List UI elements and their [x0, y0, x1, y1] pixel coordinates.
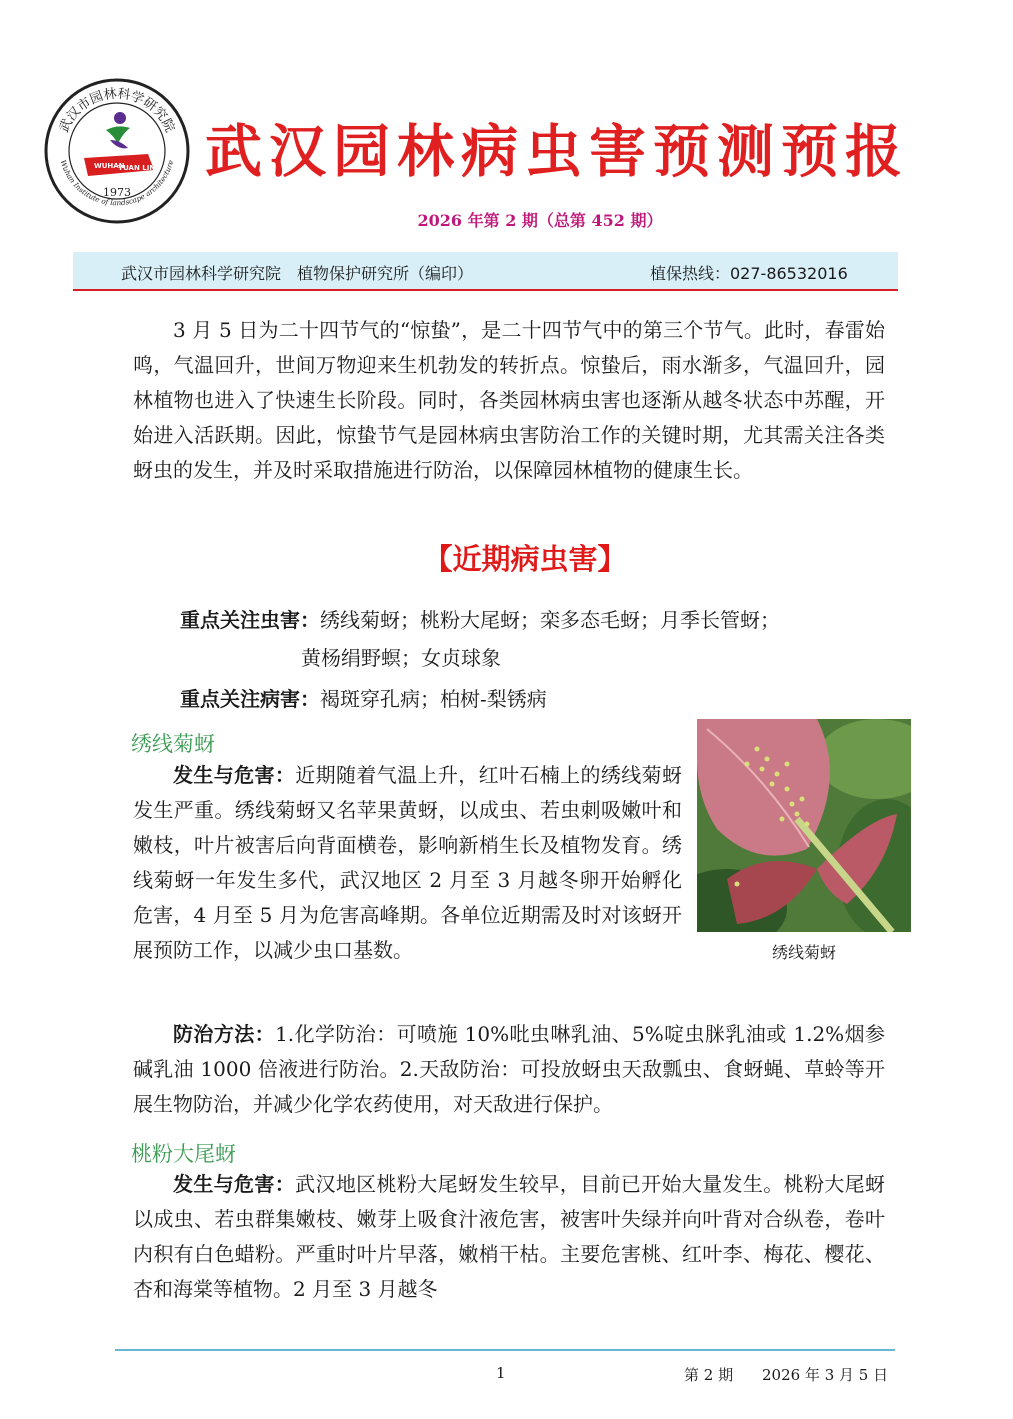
pest1-occurrence [133, 758, 682, 968]
footer-divider [115, 1349, 895, 1351]
pest1-heading: 绣线菊蚜 [131, 732, 215, 756]
hotline: 植保热线：027-86532016 [650, 264, 848, 283]
pest1-control [133, 1017, 885, 1122]
focus-diseases-list: 褐斑穿孔病；柏树-梨锈病 [320, 687, 547, 711]
logo-banner-text-2: YUAN LIN [118, 164, 156, 172]
logo-banner-text-1: WUHAN [94, 162, 125, 170]
focus-pests-line1: 绣线菊蚜；桃粉大尾蚜；栾多态毛蚜；月季长管蚜； [320, 608, 780, 632]
aphid-photo [697, 719, 911, 932]
focus-diseases [180, 682, 547, 717]
institute-logo [44, 78, 190, 224]
photo-caption: 绣线菊蚜 [771, 943, 836, 962]
masthead-title: 武汉园林病虫害预测预报 [205, 118, 909, 185]
pest2-occurrence-text: 武汉地区桃粉大尾蚜发生较早，目前已开始大量发生。桃粉大尾蚜以成虫、若虫群集嫩枝、嫩芽上吸食汁液危害，被害叶失绿并向叶背对合纵卷，卷叶内积有白色蜡粉。严重时叶片早落，嫩梢干枯。主要危害桃、红叶李、梅花、樱花、杏和海棠等植物。2 月至 3 月越冬 [133, 1172, 886, 1301]
pest2-occurrence-label: 发生与危害： [173, 1172, 296, 1196]
publisher-bar [73, 252, 898, 291]
pest1-occurrence-text: 近期随着气温上升，红叶石楠上的绣线菊蚜发生严重。绣线菊蚜又名苹果黄蚜，以成虫、若虫刺吸嫩叶和嫩枝，叶片被害后向背面横卷，影响新梢生长及植物发育。绣线菊蚜一年发生多代，武汉地区 2 月至 3 月越冬卵开始孵化危害，4 月至 5 月为危害高峰期。各单位近期需及时对该蚜开展预防工作，以减少虫口基数。 [133, 763, 682, 962]
pest2-heading: 桃粉大尾蚜 [131, 1142, 236, 1166]
focus-pests-label: 重点关注虫害： [180, 608, 320, 632]
focus-diseases-label: 重点关注病害： [180, 687, 320, 711]
pest1-control-label: 防治方法： [173, 1022, 276, 1046]
pest2-occurrence [133, 1167, 885, 1307]
footer-issue: 第 2 期 [684, 1366, 734, 1384]
focus-pests [180, 603, 780, 638]
page-number: 1 [496, 1364, 506, 1382]
logo-ring-text: 武汉市园林科学研究院 [56, 86, 178, 135]
pest1-control-text: 1.化学防治：可喷施 10%吡虫啉乳油、5%啶虫脒乳油或 1.2%烟参碱乳油 1000 倍液进行防治。2.天敌防治：可投放蚜虫天敌瓢虫、食蚜蝇、草蛉等开展生物防治，并减少化学农药使用，对天敌进行保护。 [133, 1022, 886, 1116]
issue-number: 2026 年第 2 期（总第 452 期） [417, 211, 663, 230]
footer-date: 2026 年 3 月 5 日 [762, 1366, 889, 1384]
section-title: 【近期病虫害】 [423, 542, 627, 576]
intro-paragraph: 3 月 5 日为二十四节气的“惊蛰”，是二十四节气中的第三个节气。此时，春雷始鸣，气温回升，世间万物迎来生机勃发的转折点。惊蛰后，雨水渐多，气温回升，园林植物也进入了快速生长阶段。同时，各类园林病虫害也逐渐从越冬状态中苏醒，开始进入活跃期。因此，惊蛰节气是园林病虫害防治工作的关键时期，尤其需关注各类蚜虫的发生，并及时采取措施进行防治，以保障园林植物的健康生长。 [133, 318, 885, 482]
focus-pests-line2: 黄杨绢野螟；女贞球象 [301, 646, 501, 670]
publisher-org: 武汉市园林科学研究院 植物保护研究所（编印） [121, 264, 474, 283]
logo-year: 1973 [103, 186, 131, 199]
pest1-occurrence-label: 发生与危害： [173, 763, 296, 787]
logo-english-text: Wuhan Institute of landscape architecture [58, 158, 176, 208]
